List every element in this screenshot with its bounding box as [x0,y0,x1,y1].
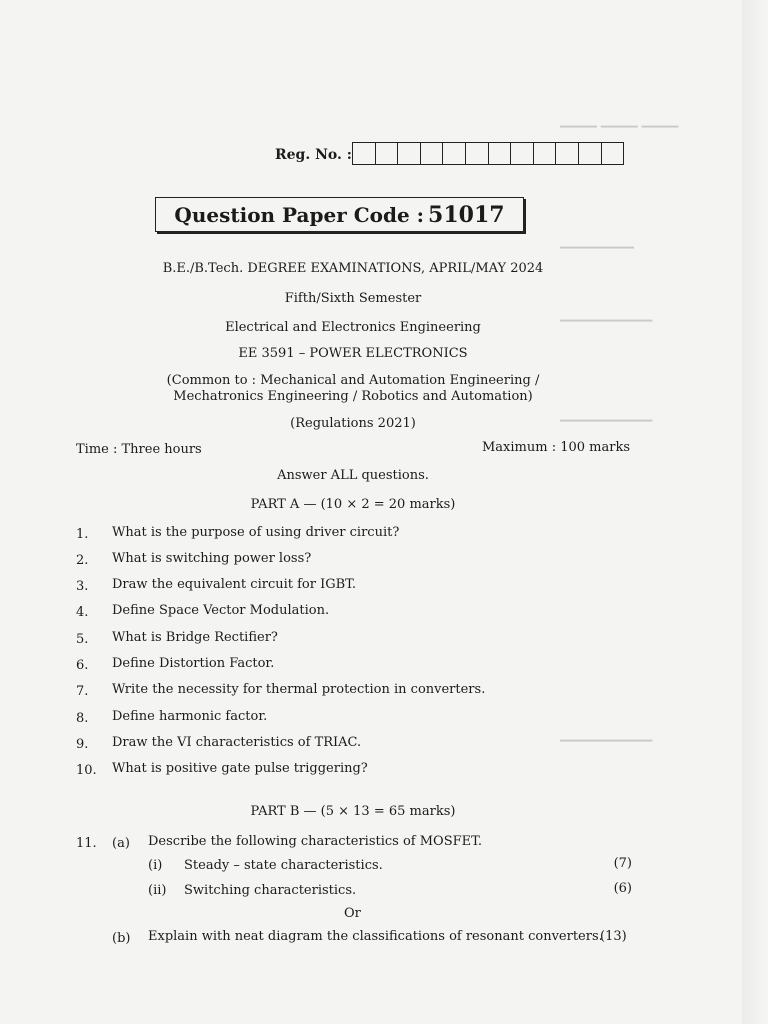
page-edge [742,0,768,1024]
qpc-code: 51017 [428,201,505,228]
reg-no-box [602,143,624,164]
reg-no-box [443,143,466,164]
question-text: What is the purpose of using driver circuit? [112,525,400,540]
question-number: 7. [76,684,89,699]
common-line-2: Mechatronics Engineering / Robotics and Automation) [173,389,533,404]
bleed-through: ▔▔▔▔▔▔▔▔▔▔ [560,420,653,434]
reg-no-box [534,143,557,164]
question-number: 3. [76,579,89,594]
question-text: Draw the VI characteristics of TRIAC. [112,735,362,750]
sub-question-text: Steady – state characteristics. [184,858,383,873]
sub-question-marks: (6) [613,881,632,896]
bleed-through: ▔▔▔▔ ▔▔▔▔ ▔▔▔▔ [560,126,679,140]
question-number: 2. [76,553,89,568]
question-number: 11. [76,836,97,851]
question-number: 10. [76,763,97,778]
reg-no-box [579,143,602,164]
bleed-through: ▔▔▔▔▔▔▔▔ [560,247,634,261]
reg-no-box [489,143,512,164]
question-text: Define Distortion Factor. [112,656,275,671]
question-number: 6. [76,658,89,673]
reg-no-boxes [352,142,624,165]
reg-no-box [511,143,534,164]
reg-no-box [376,143,399,164]
reg-no-box [556,143,579,164]
question-text: What is positive gate pulse triggering? [112,761,368,776]
question-11a-text: Describe the following characteristics of MOSFET. [148,834,483,849]
sub-question-label: (i) [148,858,163,873]
answer-all: Answer ALL questions. [277,468,429,483]
question-text: Write the necessity for thermal protection in converters. [112,682,486,697]
reg-no-label: Reg. No. : [275,147,352,163]
question-11b-text: Explain with neat diagram the classifications of resonant converters. [148,929,603,944]
qpc-label: Question Paper Code : [174,202,425,227]
bleed-through: ▔▔▔▔▔▔▔▔▔▔ [560,320,653,334]
question-number: 1. [76,527,89,542]
question-part-label: (b) [112,931,131,946]
question-number: 8. [76,711,89,726]
bleed-through: ▔▔▔▔▔▔▔▔▔▔ [560,740,653,754]
question-11b-marks: (13) [600,929,627,944]
question-number: 5. [76,632,89,647]
sub-question-text: Switching characteristics. [184,883,357,898]
branch: Electrical and Electronics Engineering [225,320,481,335]
or-separator: Or [344,906,361,921]
regulations: (Regulations 2021) [290,416,416,431]
reg-no-box [353,143,376,164]
semester: Fifth/Sixth Semester [284,291,422,306]
reg-no-box [466,143,489,164]
subject: EE 3591 – POWER ELECTRONICS [238,346,468,361]
question-number: 9. [76,737,89,752]
part-b-heading: PART B — (5 × 13 = 65 marks) [250,804,456,819]
sub-question-label: (ii) [148,883,167,898]
question-number: 4. [76,605,89,620]
reg-no-box [421,143,444,164]
question-text: Draw the equivalent circuit for IGBT. [112,577,357,592]
part-a-heading: PART A — (10 × 2 = 20 marks) [250,497,456,512]
time-allowed: Time : Three hours [76,442,202,457]
question-text: What is Bridge Rectifier? [112,630,278,645]
maximum-marks: Maximum : 100 marks [482,440,631,455]
question-text: Define harmonic factor. [112,709,268,724]
question-text: What is switching power loss? [112,551,312,566]
exam-title: B.E./B.Tech. DEGREE EXAMINATIONS, APRIL/MAY 2024 [162,261,544,276]
reg-no-box [398,143,421,164]
question-part-label: (a) [112,836,130,851]
common-line-1: (Common to : Mechanical and Automation Engineering / [166,373,540,388]
question-paper-code-box [155,197,524,232]
sub-question-marks: (7) [613,856,632,871]
question-text: Define Space Vector Modulation. [112,603,330,618]
